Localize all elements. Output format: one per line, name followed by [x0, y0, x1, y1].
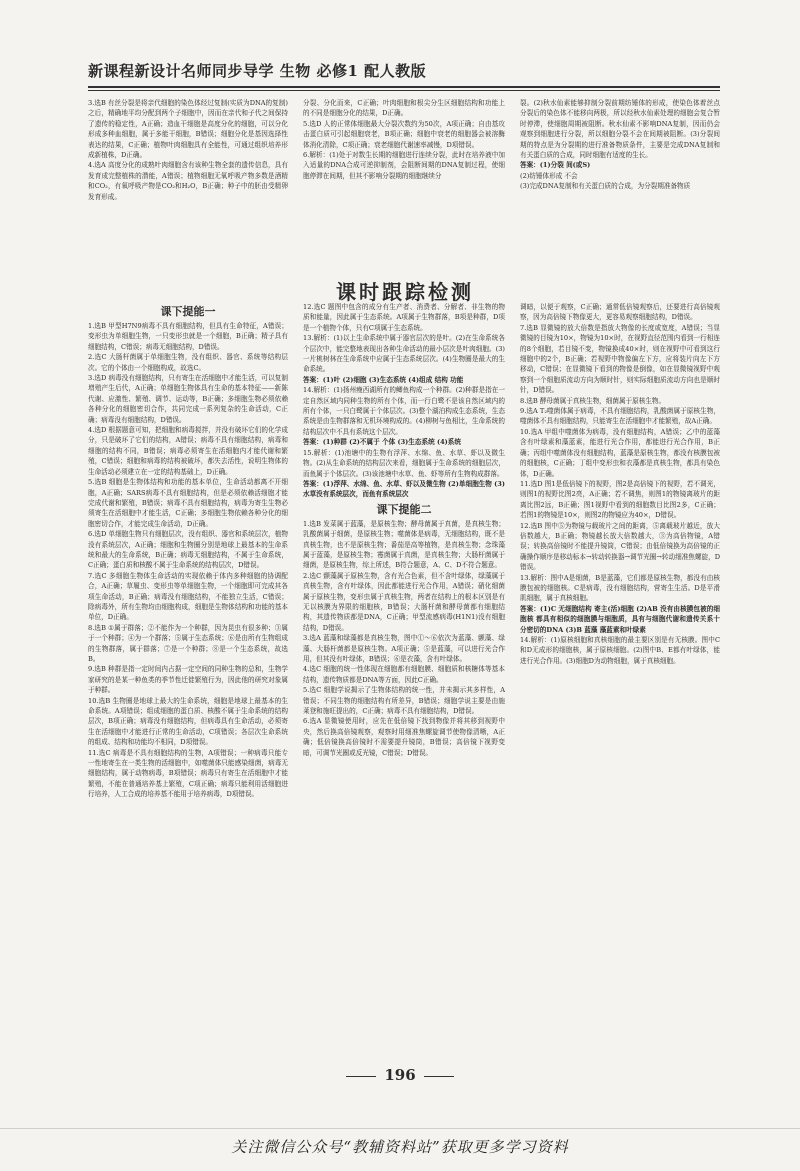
answer-paragraph: 分裂、分化而来，C正确；叶肉细胞和根尖分生区细胞结构和功能上的不同是细胞分化的结果，D正确。: [303, 99, 505, 118]
answer-paragraph: 6.解析：(1)处于对数生长期的细胞进行连续分裂，此时在培养液中加入适量的DNA合成可逆抑制剂，会阻断间期的DNA复制过程，使细胞停滞在间期，但其不影响分裂期的细胞继续分: [303, 151, 505, 180]
answer-paragraph: 裂。(2)秋水仙素能够抑制分裂前期纺锤体的形成，使染色体着丝点分裂后的染色体不能移向两极，所以经秋水仙素处理的细胞会复合暂时停滞，使细胞周期被阻断。秋水仙素不影响DNA复制，因而仍会观察到细胞进行分裂，所以细胞分裂不会在间期被阻断。(3)分裂间期的特点是为分裂期的进行准备物质条件，主要是完成DNA复制和有关蛋白质的合成，同时细胞有适度的生长。: [520, 99, 720, 160]
answer-paragraph: 答案：(1)叶 (2)细胞 (3)生态系统 (4)组成 结构 功能: [303, 375, 464, 384]
footer-rule: [0, 1128, 800, 1129]
answer-paragraph: 2.选C 颤藻属于原核生物，含有光合色素，但不含叶绿体，绿藻属于真核生物，含有叶绿体，因此都能进行光合作用，A错误；硝化细菌属于原核生物，变形虫属于真核生物，两者在结构上的根本区别是有无以核膜为界限的细胞核，B错误；大肠杆菌和酵母菌都有细胞结构，其遗传物质都是DNA，C正确；甲型流感病毒(H1N1)没有细胞结构，D错误。: [303, 571, 505, 632]
answer-paragraph: 12.选C 题图中包含的成分有生产者、消费者、分解者、非生物的物质和能量，因此属于生态系统。A项属于生物群落，B项是种群，D项是一个植物个体，只有C项属于生态系统。: [303, 303, 505, 332]
answer-paragraph: 6.选D 单细胞生物只有细胞层次，没有组织、器官和系统层次，植物没有系统层次，A正确；细胞和生物圈分别是地球上最基本的生命系统和最大的生命系统，B正确；病毒无细胞结构，不属于生命系统，C正确；蛋白质和核酸不属于生命系统的结构层次，D错误。: [88, 530, 288, 570]
answer-paragraph: 2.选C 大肠杆菌属于单细胞生物，没有组织、器官、系统等结构层次。它的个体由一个细胞构成，故选C。: [88, 353, 288, 372]
answer-paragraph: 3.选D 病毒没有细胞结构，只有寄生在活细胞中才能生活，可以复制增殖产生后代，A正确；单细胞生物体具有生命的基本特征——新陈代谢、应激性、繁殖、调节、运动等，B正确；多细胞生物必须依赖各种分化的细胞密切合作，共同完成一系列复杂的生命活动，C正确；病毒没有细胞结构，D错误。: [88, 374, 288, 424]
page-number: [330, 1066, 470, 1084]
answer-paragraph: 4.选A 高度分化的成熟叶肉细胞含有该种生物全套的遗传信息，具有发育成完整植株的潜能，A错误；植物细胞无氧呼吸产物多数是酒精和CO₂，有氧呼吸产物是CO₂和H₂O，B正确；种子中的胚由受精卵发育形成。: [88, 161, 288, 201]
header-rule: [88, 86, 720, 88]
answer-paragraph: 7.选C 多细胞生物体生命活动的实现依赖于体内多种细胞的协调配合，A正确；草履虫、变形虫等单细胞生物，一个细胞即可完成其各项生命活动，B正确；病毒没有细胞结构，不能独立生活，C错误；除病毒外，所有生物均由细胞构成，细胞是生物体结构和功能的基本单位，D正确。: [88, 571, 288, 622]
subsection-title: 课下提能一: [160, 305, 216, 318]
answer-paragraph: 答案：(1)种群 (2)不属于 个体 (3)生态系统 (4)系统: [303, 438, 461, 447]
answer-paragraph: 11.选C 病毒是不具有细胞结构的生物，A项错误；一种病毒只能专一性地寄生在一类生物的活细胞中，如噬菌体只能感染细菌，病毒无细胞结构，属于动物病毒，B项错误；病毒只有寄生在活细胞中才能繁殖，不能在普通培养基上繁殖，C项正确；病毒只能利用活细胞进行培养，人工合成的培养基不能用于培养病毒，D项错误。: [88, 748, 288, 799]
answer-paragraph: 8.选B 酵母菌属于真核生物，细菌属于原核生物。: [520, 396, 666, 405]
answer-paragraph: 13.解析：(1)以上生命系统中属于器官层次的是叶。(2)在生命系统各个层次中，能完整地表现出各种生命活动的最小层次是叶肉细胞。(3)一片桃树林在生命系统中应属于生态系统层次。(4)生物圈是最大的生命系统。: [303, 334, 505, 374]
answer-paragraph: 5.选C 细胞学说揭示了生物体结构的统一性，并未揭示其多样性，A错误；不同生物的细胞结构有所差异，B错误；细胞学说主要是由施莱登和施旺提出的，C正确；病毒不具有细胞结构，D错误。: [303, 686, 505, 716]
top-column-right: [520, 98, 720, 278]
answer-paragraph: 14.解析：(1)扬州瘦西湖所有的鲫鱼构成一个种群。(2)种群是指在一定自然区域内同种生物的所有个体，而一行白鹭不是该自然区域内的所有个体，一只白鹭属于个体层次。(3)整个湖泊构成生态系统，生态系统是由生物群落和无机环境构成的。(4)柳树与鱼相比，生命系统的结构层次中不具有系统这个层次。: [303, 386, 505, 436]
answer-paragraph: 15.解析：(1)池塘中的生物有浮萍、水绵、鱼、水草、虾以及微生物。(2)从生命系统的结构层次来看，细胞属于生命系统的细胞层次，而鱼属于个体层次。(3)该池塘中水草、鱼、虾等所有生物构成群落。: [303, 448, 505, 478]
answer-paragraph: 11.选D 图1是低倍镜下的视野，图2是高倍镜下的视野，若不调光，则图1的视野比图2亮，A正确；若不调焦，则图1的物镜离玻片的距离比图2远，B正确；图1视野中看到的细胞数目比图2多，C正确；若图1的物镜是10×，则图2的物镜应为40×，D错误。: [520, 479, 720, 520]
answer-paragraph: 9.选B 种群是指一定时间内占据一定空间的同种生物的总和，生物学家研究的是某一种鱼类的季节性迁徙繁殖行为，因此他的研究对象属于种群。: [88, 665, 288, 695]
top-column-middle: [303, 98, 505, 268]
answer-paragraph: (3)完成DNA复制和有关蛋白质的合成，为分裂期准备物质: [520, 182, 691, 191]
answer-paragraph: 3.选A 蓝藻和绿藻都是真核生物，图中①～⑥依次为蓝藻、颤藻、绿藻、大肠杆菌都是原核生物。A项正确；⑤是蓝藻，可以进行光合作用，但其没有叶绿体，B错误；⑥是衣藻，含有叶绿体。: [303, 634, 505, 663]
answer-paragraph: 3.选B 有丝分裂是将亲代细胞的染色体经过复制(实质为DNA的复制)之后，精确地平均分配到两个子细胞中，因而在亲代和子代之间保持了遗传的稳定性，A正确；造血干细胞是高度分化的细胞，可以分化形成多种血细胞，属于多能干细胞，B错误；细胞分化是基因选择性表达的结果，C正确；植物叶肉细胞具有全能性，可通过组织培养形成新植株，D正确。: [88, 99, 288, 160]
answer-paragraph: 5.选B 细胞是生物体结构和功能的基本单位，生命活动都离不开细胞，A正确；SARS病毒不具有细胞结构，但是必须依赖活细胞才能完成代谢和繁殖，B错误；病毒不具有细胞结构，病毒为寄生生物必须寄生在活细胞中才能生活，C正确；多细胞生物依赖各种分化的细胞密切合作，才能完成生命活动，D正确。: [88, 478, 288, 528]
answer-paragraph: 13.解析：图中A是细菌，B是蓝藻，它们都是原核生物，都没有由核膜包被的细胞核。C是病毒，没有细胞结构，营寄生生活。D是平滑肌细胞，属于真核细胞。: [520, 573, 720, 603]
answer-paragraph: 7.选B 显微镜的放大倍数是指放大物像的长度或宽度，A错误；当显微镜的目镜为10×，物镜为10×时，在视野直径范围内看到一行相连的8个细胞，若目镜不变，物镜换成40×时，则在视野中可看到这行细胞中的2个，B正确；若视野中物像偏左下方，应将装片向左下方移动，C错误；在显微镜下看到的物像是倒像，如在显微镜视野中观察到一个细胞质流动方向为顺时针，则实际细胞质流动方向也是顺时针，D错误。: [520, 323, 720, 395]
answer-column-left: [88, 302, 288, 1056]
answer-paragraph: 答案：(1)浮萍、水绵、鱼、水草、虾以及微生物 (2)单细胞生物 (3)水草没有系统层次，而鱼有系统层次: [303, 479, 505, 499]
answer-column-middle: [303, 302, 505, 1056]
answer-paragraph: 6.选A 显微镜使用时，应先在低倍镜下找到物像并将其移到视野中央，然后换高倍镜观察，观察时用细准焦螺旋调节使物像清晰，A正确；低倍镜换高倍镜时不需要提升镜筒，B错误；高倍镜下视野变暗，可调节光圈或反光镜，C错误；D错误。: [303, 717, 505, 757]
answer-paragraph: 10.选A 甲组中噬菌体为病毒，没有细胞结构，A错误；乙中的蓝藻含有叶绿素和藻蓝素，能进行光合作用，都能进行光合作用，B正确；丙组中噬菌体没有细胞结构，蓝藻是原核生物，都没有核膜包被的细胞核，C正确；丁组中变形虫和衣藻都是真核生物，都具有染色体，D正确。: [520, 427, 720, 478]
answer-paragraph: 8.选B ①属于群落；②不能作为一个种群，因为昆虫有很多种；③属于一个种群；④为一个群落；⑤属于生态系统；⑥是由所有生物组成的生物群落，属于群落；⑦是一个种群；⑧是一个生态系统，故选B。: [88, 623, 288, 663]
footer-watermark: 关注微信公众号“教辅资料站”获取更多学习资料: [231, 1138, 569, 1156]
answer-paragraph: 答案：(1)C 无细胞结构 寄主(活)细胞 (2)AB 没有由核膜包被的细胞核 都具有相似的细胞膜与细胞质，具有与细胞代谢和遗传关系十分密切的DNA (3)B 蓝藻 藻蓝素和叶绿素: [520, 604, 720, 634]
answer-paragraph: (2)纺锤体形成 不会: [520, 171, 578, 180]
page-header: 新课程新设计名师同步导学 生物 必修1 配人教版: [88, 62, 427, 80]
page-number-value: 196: [384, 1066, 416, 1084]
answer-paragraph: 10.选B 生物圈是地球上最大的生命系统，细胞是地球上最基本的生命系统。A项错误；组成细胞的蛋白质、核酸不属于生命系统的结构层次，B项正确；病毒没有细胞结构，但病毒具有生命活动，必须寄生在活细胞中才能进行正常的生命活动，C项错误；各层次生命系统的组成、结构和功能均不相同，D项错误。: [88, 696, 288, 747]
header-rule-thin: [88, 90, 720, 91]
answer-paragraph: 调暗，以便于观察，C正确；通常低倍镜观察后，还要进行高倍镜观察，因为高倍镜下物像更大，更容易观察细胞结构，D错误。: [520, 303, 720, 322]
answer-paragraph: 9.选A T₂噬菌体属于病毒，不具有细胞结构，乳酸菌属于原核生物，噬菌体不具有细胞结构，只能寄生在活细胞中才能繁殖，故A正确。: [520, 407, 720, 426]
answer-paragraph: 1.选B 甲型H7N9病毒不具有细胞结构，但具有生命特征，A错误；变形虫为单细胞生物，一只变形虫就是一个细胞，B正确；精子具有细胞结构，C错误；病毒无细胞结构，D错误。: [88, 322, 288, 351]
answer-paragraph: 答案：(1)分裂 间(或S): [520, 161, 591, 170]
answer-paragraph: 1.选B 发菜属于蓝藻，是原核生物；酵母菌属于真菌，是真核生物；乳酸菌属于细菌，是原核生物；噬菌体是病毒，无细胞结构，既不是真核生物，也不是原核生物；番茄是高等植物，是真核生物；念珠藻属于蓝藻，是原核生物；霉菌属于真菌，是真核生物；大肠杆菌属于细菌，是原核生物，综上所述，B符合题意，A、C、D不符合题意。: [303, 519, 505, 570]
answer-paragraph: 4.选D 根据题意可知，把细胞和病毒搅拌，并没有破坏它们的化学成分，只是破坏了它们的结构，A错误；病毒不具有细胞结构，病毒和细胞的结构不同，B错误；病毒必须寄生在活细胞内才能代谢和繁殖，C错误；细胞和病毒的结构被破坏，都失去活性，说明生物体的生命活动必须建立在一定的结构基础上，D正确。: [88, 426, 288, 476]
subsection-title: 课下提能二: [376, 502, 432, 516]
answer-paragraph: 12.选B 图中⑤为物镜与载玻片之间的距离，⑤离载玻片越近，放大倍数越大，B正确；物镜越长放大倍数越大，③为高倍物镜，A错误；转换高倍镜时不能提升镜筒，C错误；由低倍镜换为高倍镜的正确操作顺序是移动标本→转动转换器→调节光圈→转动细准焦螺旋，D错误。: [520, 521, 720, 572]
section-title: 课时跟踪检测: [336, 280, 474, 304]
answer-paragraph: 4.选C 细胞的统一性体现在细胞都有细胞膜、细胞质和核糖体等基本结构，遗传物质都是DNA等方面，因此C正确。: [303, 665, 505, 684]
answer-paragraph: 14.解析：(1)原核细胞和真核细胞的最主要区别是有无核膜。图中C和D无成形的细胞核，属于原核细胞。(2)图中B、E都有叶绿体，能进行光合作用。(3)细胞D为动物细胞，属于真核细胞。: [520, 636, 720, 665]
answer-paragraph: 5.选D 人的正常体细胞最大分裂次数约为50次，A项正确；自由基攻击蛋白质可引起细胞衰老，B项正确；细胞中衰老的细胞器会被溶酶体消化清除，C项正确；衰老细胞代谢速率减慢，D项错误。: [303, 119, 505, 149]
answer-column-right: [520, 302, 720, 1056]
